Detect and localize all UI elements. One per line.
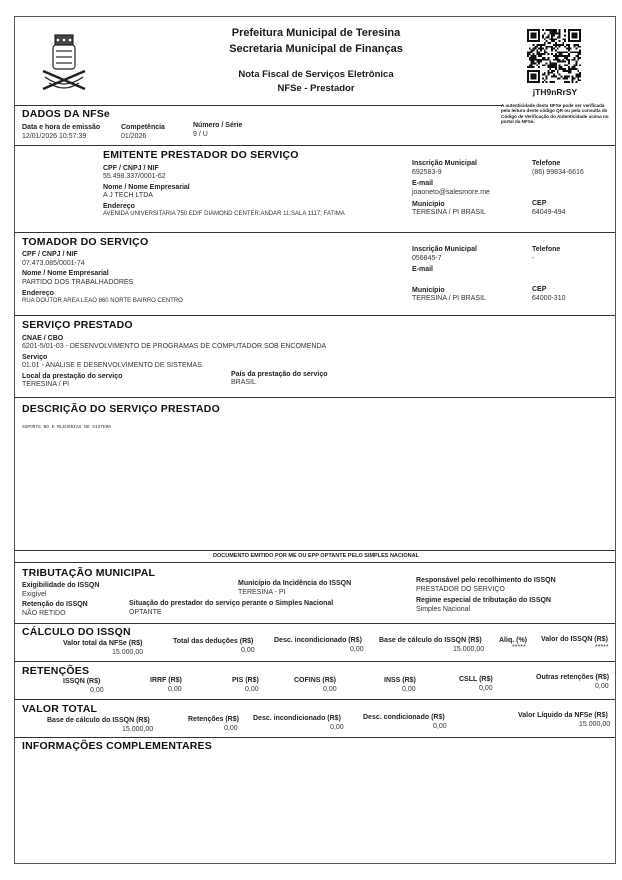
emitente-cpf-label: CPF / CNPJ / NIF xyxy=(103,165,159,172)
tomador-cpf-label: CPF / CNPJ / NIF xyxy=(22,251,78,258)
tomador-im-label: Inscrição Municipal xyxy=(412,246,477,253)
qr-code-icon xyxy=(527,29,581,83)
aliquota-value: ***** xyxy=(512,644,526,651)
header-nfse-subtitle: NFSe - Prestador xyxy=(277,83,355,94)
section-title-servico: SERVIÇO PRESTADO xyxy=(22,319,133,331)
base-calculo-label: Base de cálculo do ISSQN (R$) xyxy=(379,637,482,644)
section-title-calculo: CÁLCULO DO ISSQN xyxy=(22,626,131,638)
section-title-retencoes: RETENÇÕES xyxy=(22,665,90,677)
regime-especial-value: Simples Nacional xyxy=(416,606,471,613)
emissao-value: 12/01/2026 10:57:39 xyxy=(22,133,87,140)
emitente-im-label: Inscrição Municipal xyxy=(412,160,477,167)
tomador-email-label: E-mail xyxy=(412,266,434,273)
retencao-issqn-amount-value: 0,00 xyxy=(90,687,104,694)
servico-label: Serviço xyxy=(22,354,48,361)
section-title-tributacao: TRIBUTAÇÃO MUNICIPAL xyxy=(22,567,156,579)
emitente-municipio-label: Município xyxy=(412,201,445,208)
vt-desc-incondicionado-value: 0,00 xyxy=(330,724,344,731)
verification-code: jTH9nRrSY xyxy=(532,87,578,97)
regime-especial-label: Regime especial de tributação do ISSQN xyxy=(416,597,551,604)
emitente-endereco-label: Endereço xyxy=(103,203,135,210)
divider xyxy=(15,623,615,624)
emitente-email-label: E-mail xyxy=(412,180,434,187)
retencao-issqn-amount-label: ISSQN (R$) xyxy=(63,678,101,685)
tomador-municipio-value: TERESINA / PI BRASIL xyxy=(412,295,486,302)
emitente-email-value: joaoneto@salesmore.me xyxy=(412,189,490,196)
desc-incondicionado-label: Desc. incondicionado (R$) xyxy=(274,637,362,644)
section-title-descricao: DESCRIÇÃO DO SERVIÇO PRESTADO xyxy=(22,403,220,415)
csll-value: 0,00 xyxy=(479,685,493,692)
divider xyxy=(15,232,615,233)
cnae-value: 6201-5/01-03 - DESENVOLVIMENTO DE PROGRAMAS DE COMPUTADOR SOB ENCOMENDA xyxy=(22,343,327,350)
simples-nacional-banner: DOCUMENTO EMITIDO POR ME OU EPP OPTANTE PELO SIMPLES NACIONAL xyxy=(213,553,419,559)
qr-modules xyxy=(527,29,581,83)
section-title-tomador: TOMADOR DO SERVIÇO xyxy=(22,236,149,248)
responsavel-recolhimento-value: PRESTADOR DO SERVIÇO xyxy=(416,586,505,593)
competencia-value: 01/2026 xyxy=(121,133,147,140)
pis-value: 0,00 xyxy=(245,686,259,693)
situacao-simples-value: OPTANTE xyxy=(129,609,162,616)
emitente-cep-value: 64049-494 xyxy=(532,209,566,216)
divider xyxy=(15,737,615,738)
numero-serie-label: Número / Série xyxy=(193,122,243,129)
total-deducoes-label: Total das deduções (R$) xyxy=(173,638,254,645)
header-prefeitura: Prefeitura Municipal de Teresina xyxy=(231,27,401,39)
irrf-label: IRRF (R$) xyxy=(150,677,182,684)
inss-label: INSS (R$) xyxy=(384,677,416,684)
divider xyxy=(15,562,615,563)
valor-liquido-value: 15.000,00 xyxy=(579,721,611,728)
tomador-municipio-label: Município xyxy=(412,287,445,294)
valor-issqn-label: Valor do ISSQN (R$) xyxy=(541,636,608,643)
tomador-cpf-value: 07.473.085/0001-74 xyxy=(22,260,85,267)
situacao-simples-label: Situação do prestador do serviço perante o Simples Nacional xyxy=(129,600,334,607)
tomador-nome-value: PARTIDO DOS TRABALHADORES xyxy=(22,279,134,286)
responsavel-recolhimento-label: Responsável pelo recolhimento do ISSQN xyxy=(416,577,556,584)
emitente-nome-label: Nome / Nome Empresarial xyxy=(103,184,190,191)
tomador-cep-label: CEP xyxy=(532,286,547,293)
divider xyxy=(15,699,615,700)
numero-serie-value: 9 / U xyxy=(193,131,208,138)
base-calculo-value: 15.000,00 xyxy=(453,646,485,653)
divider xyxy=(15,105,503,106)
aliquota-label: Aliq. (%) xyxy=(499,637,527,644)
desc-incondicionado-value: 0,00 xyxy=(350,646,364,653)
local-prestacao-value: TERESINA / PI xyxy=(22,381,70,388)
competencia-label: Competência xyxy=(121,124,165,131)
emitente-telefone-label: Telefone xyxy=(532,160,561,167)
divider xyxy=(15,661,615,662)
pis-label: PIS (R$) xyxy=(232,677,259,684)
exigibilidade-label: Exigibilidade do ISSQN xyxy=(22,582,100,589)
divider xyxy=(15,397,615,398)
cnae-label: CNAE / CBO xyxy=(22,335,64,342)
emitente-telefone-value: (86) 99834-6616 xyxy=(532,169,584,176)
exigibilidade-value: Exigível xyxy=(22,591,47,598)
vt-desc-condicionado-label: Desc. condicionado (R$) xyxy=(363,714,445,721)
section-title-informacoes: INFORMAÇÕES COMPLEMENTARES xyxy=(22,740,212,752)
divider xyxy=(15,145,615,146)
cofins-label: COFINS (R$) xyxy=(294,677,336,684)
municipio-incidencia-label: Município da Incidência do ISSQN xyxy=(238,580,352,587)
tomador-telefone-label: Telefone xyxy=(532,246,561,253)
vt-desc-incondicionado-label: Desc. incondicionado (R$) xyxy=(253,715,341,722)
valor-total-nfse-label: Valor total da NFSe (R$) xyxy=(63,640,143,647)
servico-value: 01.01 - ANALISE E DESENVOLVIMENTO DE SISTEMAS. xyxy=(22,362,204,369)
emitente-endereco-value: AVENIDA UNIVERSITARIA 750 EDIF DIAMOND CENTER;ANDAR 11;SALA 1117; FATIMA xyxy=(103,211,345,217)
vt-base-calculo-label: Base de cálculo do ISSQN (R$) xyxy=(47,717,150,724)
divider xyxy=(15,315,615,316)
valor-issqn-value: ***** xyxy=(595,644,609,651)
tomador-nome-label: Nome / Nome Empresarial xyxy=(22,270,109,277)
emitente-cpf-value: 55.498.337/0001-62 xyxy=(103,173,166,180)
csll-label: CSLL (R$) xyxy=(459,676,493,683)
emitente-nome-value: A J TECH LTDA xyxy=(103,192,153,199)
header-secretaria: Secretaria Municipal de Finanças xyxy=(229,43,403,55)
tomador-telefone-value: - xyxy=(532,255,535,262)
outras-retencoes-value: 0,00 xyxy=(595,683,609,690)
pais-prestacao-value: BRASIL xyxy=(231,379,256,386)
inss-value: 0,00 xyxy=(402,686,416,693)
valor-total-nfse-value: 15.000,00 xyxy=(112,649,144,656)
tomador-cep-value: 64000-310 xyxy=(532,295,566,302)
emissao-label: Data e hora de emissão xyxy=(22,124,101,131)
municipio-incidencia-value: TERESINA - PI xyxy=(238,589,286,596)
vt-retencoes-label: Retenções (R$) xyxy=(188,716,239,723)
verification-note: A autenticidade desta NFSe pode ser verificada pela leitura deste código QR ou pela consulta do Código de Verificação do Autenticidade acima no portal da NFSe. xyxy=(501,103,609,125)
tomador-endereco-value: RUA DOUTOR AREA LEAO 860 NORTE BAIRRO CENTRO xyxy=(22,298,183,304)
vt-retencoes-value: 0,00 xyxy=(224,725,238,732)
section-title-valor-total: VALOR TOTAL xyxy=(22,703,98,715)
local-prestacao-label: Local da prestação do serviço xyxy=(22,373,123,380)
vt-desc-condicionado-value: 0,00 xyxy=(433,723,447,730)
irrf-value: 0,00 xyxy=(168,686,182,693)
section-title-emitente: EMITENTE PRESTADOR DO SERVIÇO xyxy=(103,149,299,161)
emitente-cep-label: CEP xyxy=(532,200,547,207)
retencao-issqn-label: Retenção do ISSQN xyxy=(22,601,88,608)
total-deducoes-value: 0,00 xyxy=(241,647,255,654)
divider xyxy=(15,550,615,551)
header-nfse-title: Nota Fiscal de Serviços Eletrônica xyxy=(238,69,394,80)
nfse-document xyxy=(14,16,616,864)
tomador-endereco-label: Endereço xyxy=(22,290,54,297)
descricao-text: SUPORTE NO E MLEHORIAS NO SISTEMA xyxy=(22,425,112,430)
emitente-im-value: 692583-9 xyxy=(412,169,442,176)
emitente-municipio-value: TERESINA / PI BRASIL xyxy=(412,209,486,216)
pais-prestacao-label: País da prestação do serviço xyxy=(231,371,328,378)
tomador-im-value: 056845-7 xyxy=(412,255,442,262)
valor-liquido-label: Valor Líquido da NFSe (R$) xyxy=(518,712,608,719)
retencao-issqn-value: NÃO RETIDO xyxy=(22,610,66,617)
outras-retencoes-label: Outras retenções (R$) xyxy=(536,674,610,681)
vt-base-calculo-value: 15.000,00 xyxy=(122,726,154,733)
cofins-value: 0,00 xyxy=(323,686,337,693)
section-title-dados: DADOS DA NFSe xyxy=(22,108,110,120)
